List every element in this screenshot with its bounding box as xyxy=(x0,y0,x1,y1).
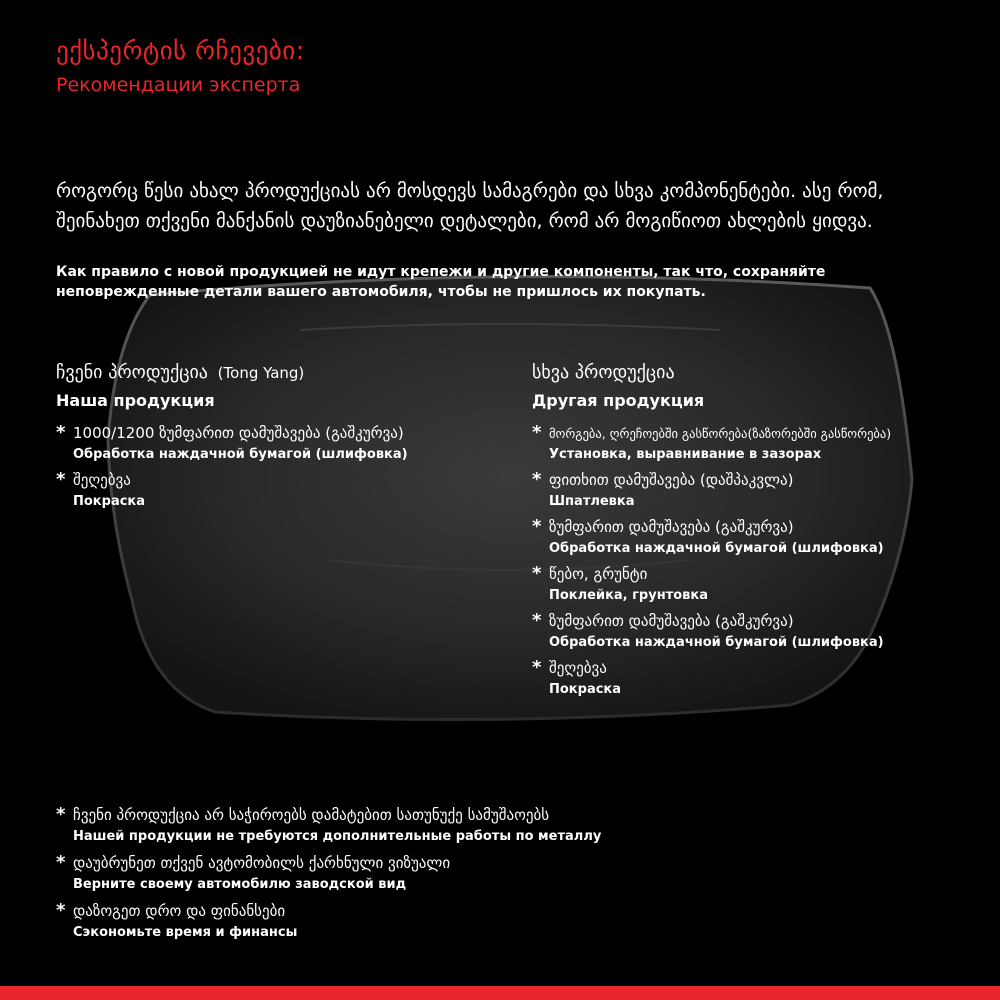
list-item xyxy=(56,469,516,511)
our-products-heading xyxy=(56,362,516,383)
item-text-ru: Обработка наждачной бумагой (шлифовка) xyxy=(549,541,884,556)
item-text-ka: 1000/1200 ზუმფარით დამუშავება (გაშკურვა) xyxy=(73,424,404,442)
brand-name: (Tong Yang) xyxy=(217,364,305,382)
item-text-ka: შეღებვა xyxy=(549,659,607,677)
list-item xyxy=(532,422,1000,464)
list-item xyxy=(532,469,1000,511)
benefit-text-ru: Сэкономьте время и финансы xyxy=(73,925,298,940)
list-item xyxy=(56,852,956,894)
other-products-heading-ru: Другая продукция xyxy=(532,391,705,410)
bullet-star-icon: * xyxy=(532,469,542,490)
item-text-ka: შეღებვა xyxy=(73,471,131,489)
bullet-star-icon: * xyxy=(532,657,542,678)
our-products-list xyxy=(56,422,516,511)
benefit-text-ka: დაუბრუნეთ თქვენ ავტომობილს ქარხნული ვიზუალი xyxy=(73,854,451,872)
item-text-ru: Обработка наждачной бумагой (шлифовка) xyxy=(73,447,408,462)
list-item xyxy=(532,610,1000,652)
benefits-list xyxy=(56,804,956,948)
our-products-column xyxy=(56,362,516,516)
page-title-georgian: ექსპერტის რჩევები: xyxy=(56,36,305,65)
list-item xyxy=(56,422,516,464)
item-text-ka: ზუმფარით დამუშავება (გაშკურვა) xyxy=(549,518,794,536)
page-title-russian: Рекомендации эксперта xyxy=(56,74,301,96)
item-text-ru: Шпатлевка xyxy=(549,494,635,509)
other-products-list xyxy=(532,422,1000,699)
item-text-ka: ფითხით დამუშავება (დაშპაკვლა) xyxy=(549,471,794,489)
item-text-ru: Обработка наждачной бумагой (шлифовка) xyxy=(549,635,884,650)
our-products-heading-ka: ჩვენი პროდუქცია xyxy=(56,362,208,383)
list-item xyxy=(532,563,1000,605)
benefit-text-ka: დაზოგეთ დრო და ფინანსები xyxy=(73,902,286,920)
bottom-accent-bar xyxy=(0,986,1000,1000)
intro-text-georgian: როგორც წესი ახალ პროდუქციას არ მოსდევს სამაგრები და სხვა კომპონენტები. ასე რომ, შეინახეთ თქვენი მანქანის დაუზიანებელი დეტალები, რომ არ მოგიწიოთ ახლების ყიდვა. xyxy=(56,180,884,232)
bullet-star-icon: * xyxy=(56,804,66,825)
other-products-heading-ka: სხვა პროდუქცია xyxy=(532,362,675,383)
bullet-star-icon: * xyxy=(56,852,66,873)
intro-text-russian: Как правило с новой продукцией не идут крепежи и другие компоненты, так что, сохраняйте неповрежденные детали вашего автомобиля, чтобы не пришлось их покупать. xyxy=(56,264,826,300)
item-text-ru: Покраска xyxy=(73,494,146,509)
bullet-star-icon: * xyxy=(56,469,66,490)
item-text-ru: Установка, выравнивание в зазорах xyxy=(549,447,822,462)
bullet-star-icon: * xyxy=(532,563,542,584)
item-text-ka: წებო, გრუნტი xyxy=(549,565,648,583)
bullet-star-icon: * xyxy=(532,516,542,537)
list-item xyxy=(56,900,956,942)
item-text-ru: Поклейка, грунтовка xyxy=(549,588,708,603)
bullet-star-icon: * xyxy=(532,422,542,443)
bullet-star-icon: * xyxy=(56,422,66,443)
other-products-column xyxy=(532,362,1000,704)
item-text-ka: მორგება, ღრეჩოებში გასწორება(ზაზორებში გასწორება) xyxy=(549,426,892,441)
item-text-ka: ზუმფარით დამუშავება (გაშკურვა) xyxy=(549,612,794,630)
list-item xyxy=(532,516,1000,558)
bullet-star-icon: * xyxy=(56,900,66,921)
benefit-text-ka: ჩვენი პროდუქცია არ საჭიროებს დამატებით სათუნუქე სამუშაოებს xyxy=(73,806,550,824)
list-item xyxy=(532,657,1000,699)
benefit-text-ru: Верните своему автомобилю заводской вид xyxy=(73,877,407,892)
benefit-text-ru: Нашей продукции не требуются дополнительные работы по металлу xyxy=(73,829,602,844)
bullet-star-icon: * xyxy=(532,610,542,631)
list-item xyxy=(56,804,956,846)
item-text-ru: Покраска xyxy=(549,682,622,697)
our-products-heading-ru: Наша продукция xyxy=(56,391,215,410)
